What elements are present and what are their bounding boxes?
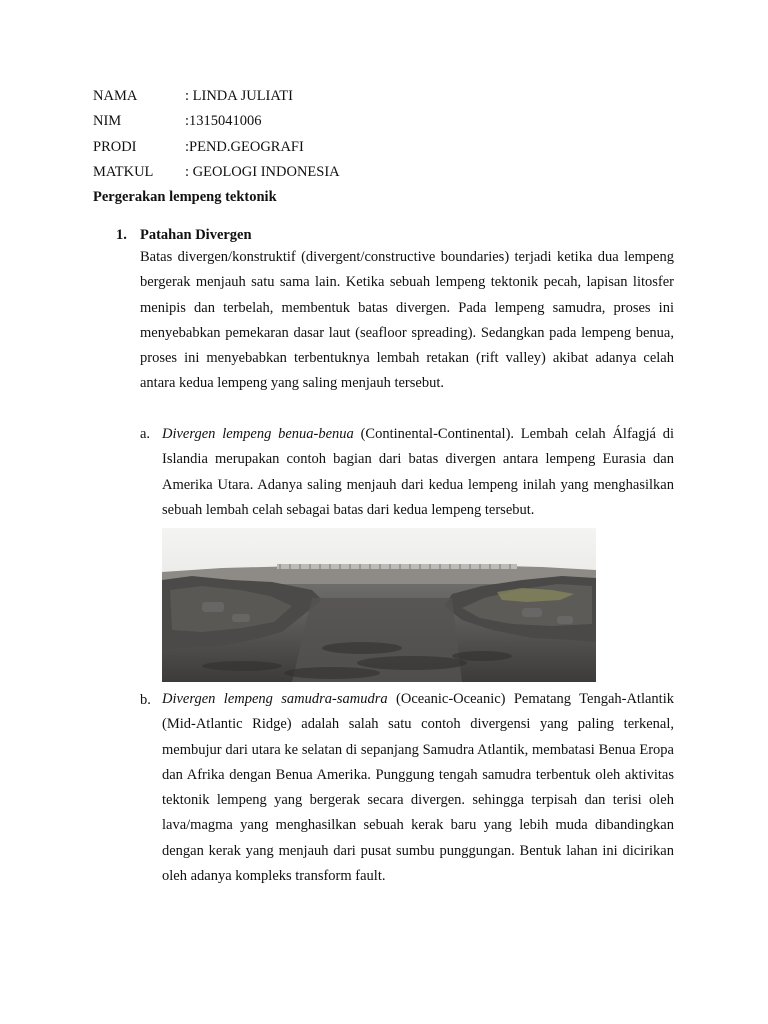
header-row-matkul xyxy=(93,162,693,187)
header-value: :1315041006 xyxy=(185,113,262,130)
sub-b-text: (Oceanic-Oceanic) Pematang Tengah-Atlantik (Mid-Atlantic Ridge) adalah salah satu contoh divergensi yang paling terkenal, membujur dari utara ke selatan di sepanjang Samudra Atlantik, membatasi Benua Eropa dan Afrika dengan Benua Amerika. Punggung tengah samudra terbentuk oleh aktivitas tektonik lempeng yang bergerak secara divergen. sehingga terpisah dan terisi oleh lava/magma yang menghasilkan sebuah kerak baru yang lebih muda dibandingkan dengan kerak yang menjauh dari pusat sumbu punggungan. Bentuk lahan ini dicirikan oleh adanya kompleks transform fault. xyxy=(162,691,674,885)
paragraph-sub-b xyxy=(162,687,674,889)
header-row-nim xyxy=(93,111,693,136)
header-key: NAMA xyxy=(93,88,138,104)
header-value: : GEOLOGI INDONESIA xyxy=(185,163,340,180)
sub-a-text: (Continental-Continental). Lembah celah Álfagjá di Islandia merupakan contoh bagian dari batas divergen antara lempeng Eurasia dan Amerika Utara. Adanya saling menjauh dari kedua lempeng inilah yang menghasilkan sebuah lembah celah sebagai batas dari kedua lempeng tersebut. xyxy=(162,426,675,518)
sub-item-b-label: b. xyxy=(140,692,151,708)
header-key: PRODI xyxy=(93,138,137,155)
sub-item-a-label: a. xyxy=(140,426,151,442)
paragraph-sub-a xyxy=(162,422,674,523)
header-value: :PEND.GEOGRAFI xyxy=(185,138,304,155)
section-title: Pergerakan lempeng tektonik xyxy=(93,189,277,205)
paragraph-divergen: Batas divergen/konstruktif (divergent/constructive boundaries) terjadi ketika dua lempeng bergerak menjauh satu sama lain. Ketika sebuah lempeng tektonik pecah, lapisan litosfer menipis dan terbelah, membentuk batas divergen. Pada lempeng samudra, proses ini menyebabkan pemekaran dasar laut (seafloor spreading). Sedangkan pada lempeng benua, proses ini menyebabkan terbentuknya lembah retakan (rift valley) akibat adanya celah antara kedua lempeng yang saling menjauh tersebut. xyxy=(140,249,674,392)
header-key: NIM xyxy=(93,113,122,130)
sub-a-italic-term: Divergen lempeng benua-benua xyxy=(162,426,354,442)
header-key: MATKUL xyxy=(93,163,154,180)
sub-b-italic-term: Divergen lempeng samudra-samudra xyxy=(162,691,388,707)
list-item-title: Patahan Divergen xyxy=(140,227,252,243)
header-value: : LINDA JULIATI xyxy=(185,88,293,104)
header-row-prodi xyxy=(93,137,693,162)
header-row-nama xyxy=(93,86,693,111)
rift-valley-photo xyxy=(162,528,596,682)
list-number: 1. xyxy=(116,227,127,243)
student-info-header xyxy=(93,86,693,187)
